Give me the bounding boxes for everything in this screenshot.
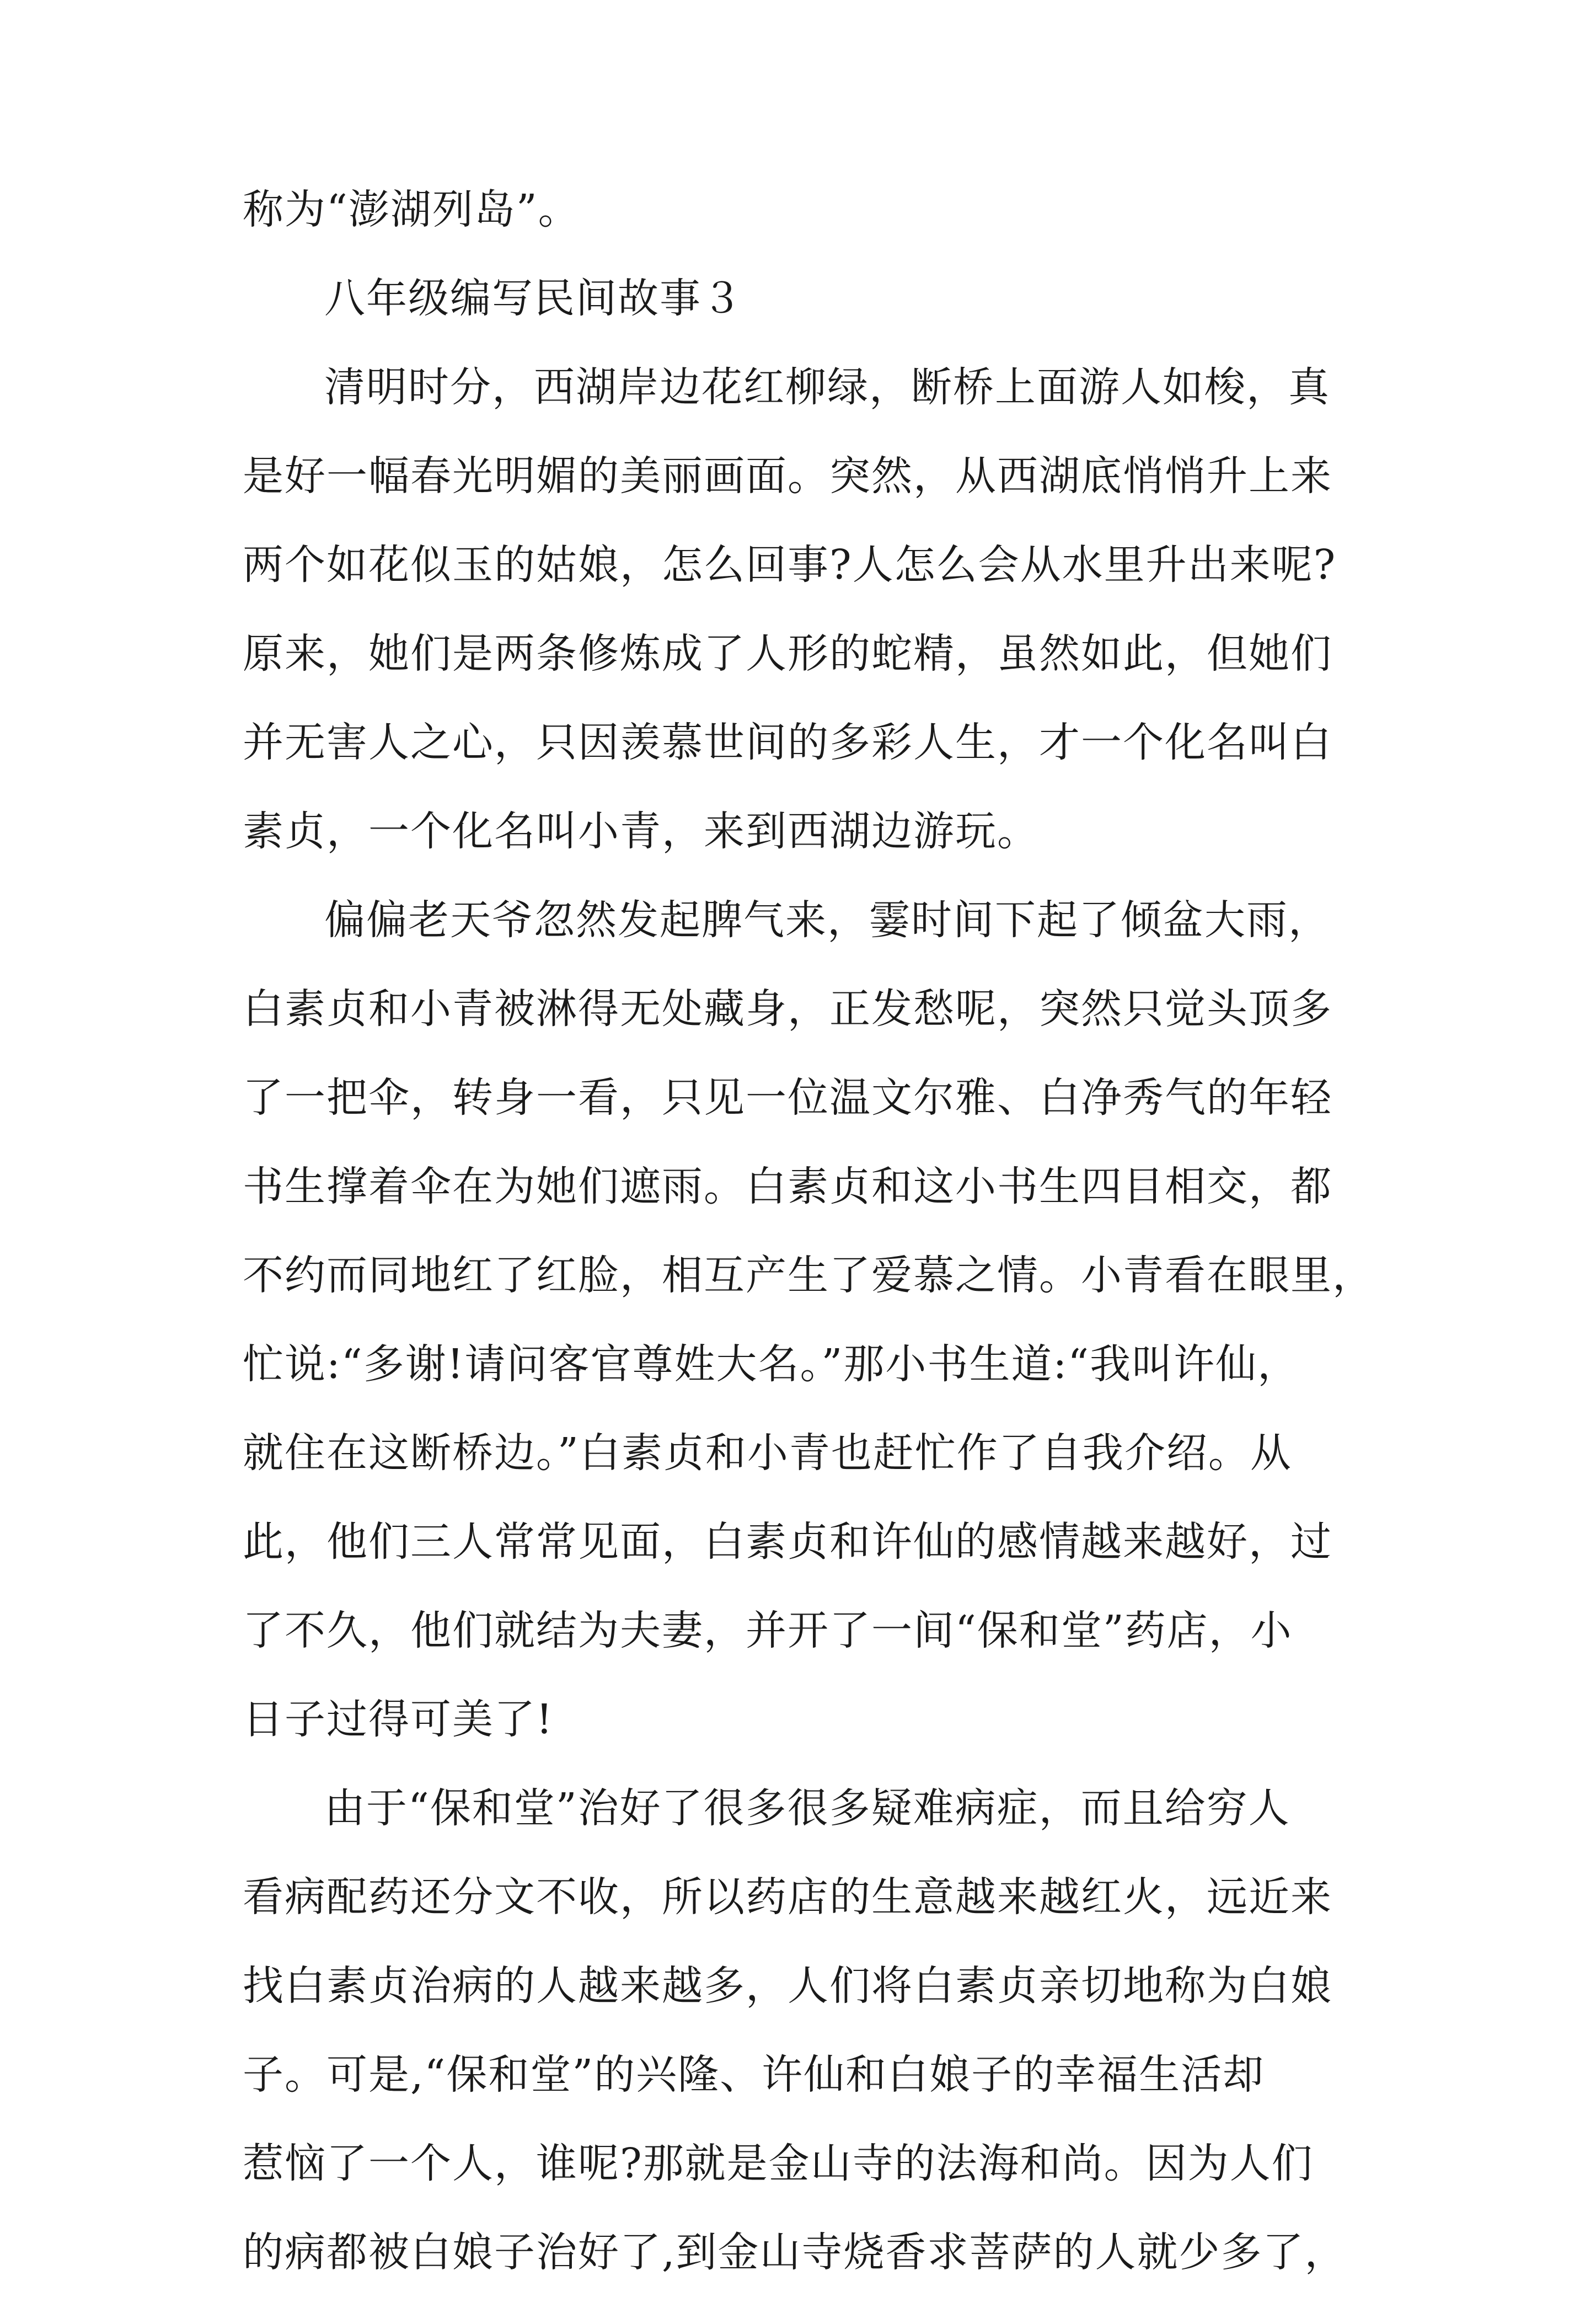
text-line: 了不久，他们就结为夫妻，并开了一间“保和堂”药店，小 xyxy=(243,1607,1293,1654)
text-line: 书生撑着伞在为她们遮雨。白素贞和这小书生四目相交，都 xyxy=(243,1163,1332,1210)
text-line: 偏偏老天爷忽然发起脾气来，霎时间下起了倾盆大雨， xyxy=(324,896,1330,944)
text-line: 素贞，一个化名叫小青，来到西湖边游玩。 xyxy=(243,808,1039,855)
text-line: 子。可是,“保和堂”的兴隆、许仙和白娘子的幸福生活却 xyxy=(243,2051,1265,2098)
text-line: 是好一幅春光明媚的美丽画面。突然，从西湖底悄悄升上来 xyxy=(243,452,1332,500)
text-line: 忙说:“多谢!请问客官尊姓大名。”那小书生道:“我叫许仙， xyxy=(243,1340,1300,1388)
text-line: 惹恼了一个人，谁呢?那就是金山寺的法海和尚。因为人们 xyxy=(243,2140,1314,2187)
text-line: 不约而同地红了红脸，相互产生了爱慕之情。小青看在眼里， xyxy=(243,1252,1374,1299)
text-line: 八年级编写民间故事３ xyxy=(324,275,743,322)
text-line: 就住在这断桥边。”白素贞和小青也赶忙作了自我介绍。从 xyxy=(243,1429,1292,1477)
text-line: 找白素贞治病的人越来越多，人们将白素贞亲切地称为白娘 xyxy=(243,1962,1332,2010)
text-line: 清明时分，西湖岸边花红柳绿，断桥上面游人如梭，真 xyxy=(324,364,1330,411)
document-body xyxy=(243,165,1374,2297)
text-line: 的病都被白娘子治好了,到金山寺烧香求菩萨的人就少多了， xyxy=(243,2229,1347,2276)
text-line: 由于“保和堂”治好了很多很多疑难病症，而且给穷人 xyxy=(324,1785,1290,1832)
text-line: 并无害人之心，只因羡慕世间的多彩人生，才一个化名叫白 xyxy=(243,719,1332,766)
text-line: 日子过得可美了! xyxy=(243,1696,554,1743)
text-line: 原来，她们是两条修炼成了人形的蛇精，虽然如此，但她们 xyxy=(243,630,1332,677)
text-line: 两个如花似玉的姑娘，怎么回事?人怎么会从水里升出来呢? xyxy=(243,541,1337,589)
text-line: 此，他们三人常常见面，白素贞和许仙的感情越来越好，过 xyxy=(243,1518,1332,1566)
text-line: 了一把伞，转身一看，只见一位温文尔雅、白净秀气的年轻 xyxy=(243,1074,1332,1121)
text-line: 称为“澎湖列岛”。 xyxy=(243,186,580,233)
text-line: 白素贞和小青被淋得无处藏身，正发愁呢，突然只觉头顶多 xyxy=(243,985,1332,1033)
text-line: 看病配药还分文不收，所以药店的生意越来越红火，远近来 xyxy=(243,1873,1332,1921)
